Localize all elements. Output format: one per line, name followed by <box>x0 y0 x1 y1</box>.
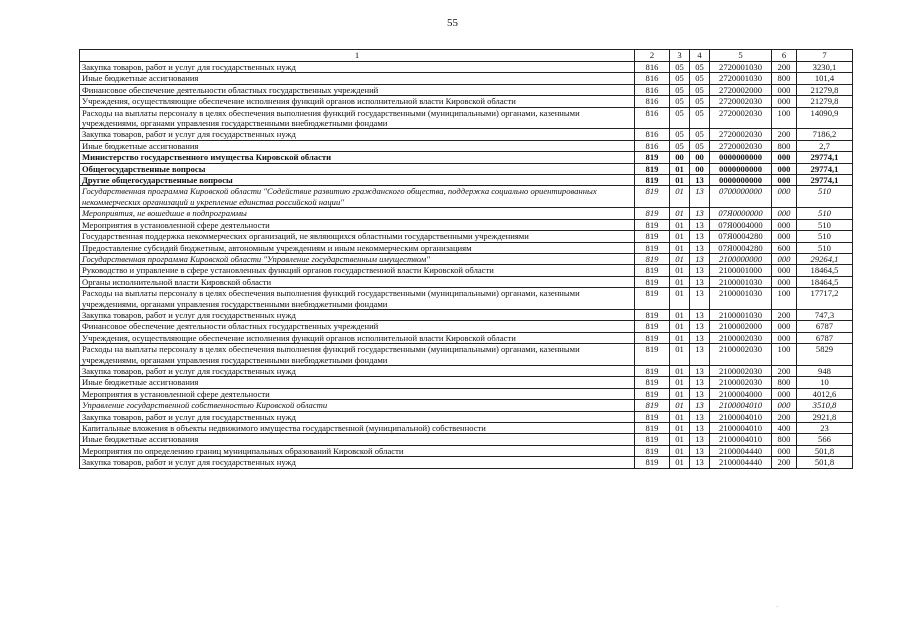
table-row <box>80 186 853 208</box>
table-row <box>80 152 853 163</box>
row-expense-type: 000 <box>772 445 797 456</box>
row-admin-code: 819 <box>635 321 670 332</box>
row-name: Учреждения, осуществляющие обеспечение исполнения функций органов исполнительной власти Кировской области <box>80 96 635 107</box>
row-admin-code: 819 <box>635 411 670 422</box>
table-row <box>80 344 853 366</box>
row-admin-code: 819 <box>635 365 670 376</box>
row-target-code: 2100004440 <box>710 457 772 468</box>
row-expense-type: 800 <box>772 140 797 151</box>
row-sum: 747,3 <box>797 309 853 320</box>
row-target-code: 2100004010 <box>710 411 772 422</box>
row-subsection: 05 <box>690 140 710 151</box>
row-name: Иные бюджетные ассигнования <box>80 73 635 84</box>
page-number: 55 <box>447 17 458 29</box>
row-expense-type: 600 <box>772 242 797 253</box>
row-sum: 17717,2 <box>797 288 853 310</box>
row-subsection: 13 <box>690 265 710 276</box>
row-name: Финансовое обеспечение деятельности областных государственных учреждений <box>80 84 635 95</box>
row-name: Закупка товаров, работ и услуг для государственных нужд <box>80 62 635 73</box>
row-sum: 18464,5 <box>797 276 853 287</box>
table-row <box>80 434 853 445</box>
row-expense-type: 000 <box>772 175 797 186</box>
row-sum: 101,4 <box>797 73 853 84</box>
table-row <box>80 253 853 264</box>
row-sum: 14090,9 <box>797 107 853 129</box>
row-sum: 4012,6 <box>797 388 853 399</box>
row-expense-type: 100 <box>772 288 797 310</box>
row-section: 01 <box>670 309 690 320</box>
row-subsection: 13 <box>690 434 710 445</box>
row-subsection: 05 <box>690 62 710 73</box>
table-row <box>80 276 853 287</box>
row-admin-code: 819 <box>635 152 670 163</box>
table-row <box>80 219 853 230</box>
row-target-code: 2720002030 <box>710 107 772 129</box>
header-sum: 7 <box>797 50 853 62</box>
header-target: 5 <box>710 50 772 62</box>
row-sum: 29774,1 <box>797 152 853 163</box>
table-row <box>80 365 853 376</box>
table-row <box>80 107 853 129</box>
row-section: 05 <box>670 107 690 129</box>
row-admin-code: 816 <box>635 129 670 140</box>
row-expense-type: 000 <box>772 231 797 242</box>
row-section: 01 <box>670 365 690 376</box>
row-target-code: 2100004000 <box>710 388 772 399</box>
row-name: Иные бюджетные ассигнования <box>80 377 635 388</box>
row-target-code: 2100002030 <box>710 332 772 343</box>
row-section: 05 <box>670 73 690 84</box>
row-admin-code: 819 <box>635 434 670 445</box>
row-subsection: 05 <box>690 96 710 107</box>
row-sum: 7186,2 <box>797 129 853 140</box>
table-row <box>80 96 853 107</box>
row-subsection: 13 <box>690 208 710 219</box>
row-target-code: 2100002030 <box>710 365 772 376</box>
row-name: Органы исполнительной власти Кировской области <box>80 276 635 287</box>
row-admin-code: 819 <box>635 423 670 434</box>
row-expense-type: 000 <box>772 253 797 264</box>
scan-mark: · <box>776 603 779 611</box>
row-sum: 501,8 <box>797 457 853 468</box>
row-name: Предоставление субсидий бюджетным, автономным учреждениям и иным некоммерческим организациям <box>80 242 635 253</box>
row-subsection: 13 <box>690 457 710 468</box>
row-sum: 23 <box>797 423 853 434</box>
table-row <box>80 129 853 140</box>
row-admin-code: 819 <box>635 288 670 310</box>
row-name: Мероприятия в установленной сфере деятельности <box>80 388 635 399</box>
row-subsection: 13 <box>690 377 710 388</box>
row-section: 01 <box>670 377 690 388</box>
table-row <box>80 163 853 174</box>
row-target-code: 2100004010 <box>710 434 772 445</box>
row-name: Закупка товаров, работ и услуг для государственных нужд <box>80 309 635 320</box>
row-sum: 510 <box>797 231 853 242</box>
row-sum: 501,8 <box>797 445 853 456</box>
row-admin-code: 819 <box>635 253 670 264</box>
row-sum: 6787 <box>797 332 853 343</box>
row-sum: 18464,5 <box>797 265 853 276</box>
row-target-code: 07Я0004280 <box>710 242 772 253</box>
row-target-code: 2100000000 <box>710 253 772 264</box>
row-subsection: 05 <box>690 129 710 140</box>
table-row <box>80 411 853 422</box>
row-admin-code: 816 <box>635 62 670 73</box>
row-section: 01 <box>670 457 690 468</box>
row-admin-code: 819 <box>635 265 670 276</box>
row-target-code: 07Я0004280 <box>710 231 772 242</box>
row-target-code: 2100001030 <box>710 276 772 287</box>
row-sum: 29774,1 <box>797 175 853 186</box>
row-target-code: 2100002030 <box>710 344 772 366</box>
row-subsection: 13 <box>690 242 710 253</box>
header-type: 6 <box>772 50 797 62</box>
header-section: 3 <box>670 50 690 62</box>
row-section: 01 <box>670 423 690 434</box>
row-section: 01 <box>670 388 690 399</box>
row-subsection: 13 <box>690 445 710 456</box>
row-subsection: 13 <box>690 276 710 287</box>
row-section: 01 <box>670 219 690 230</box>
table-row <box>80 388 853 399</box>
row-name: Другие общегосударственные вопросы <box>80 175 635 186</box>
table-row <box>80 309 853 320</box>
row-sum: 21279,8 <box>797 84 853 95</box>
row-subsection: 13 <box>690 321 710 332</box>
row-expense-type: 200 <box>772 129 797 140</box>
row-target-code: 2720001030 <box>710 73 772 84</box>
row-subsection: 13 <box>690 288 710 310</box>
row-subsection: 05 <box>690 84 710 95</box>
row-section: 05 <box>670 140 690 151</box>
row-admin-code: 816 <box>635 84 670 95</box>
row-target-code: 2100001030 <box>710 288 772 310</box>
row-name: Министерство государственного имущества Кировской области <box>80 152 635 163</box>
row-section: 01 <box>670 186 690 208</box>
row-expense-type: 000 <box>772 332 797 343</box>
row-subsection: 00 <box>690 152 710 163</box>
row-expense-type: 000 <box>772 265 797 276</box>
row-expense-type: 000 <box>772 163 797 174</box>
row-subsection: 05 <box>690 107 710 129</box>
table-row <box>80 332 853 343</box>
row-expense-type: 200 <box>772 457 797 468</box>
row-name: Расходы на выплаты персоналу в целях обеспечения выполнения функций государственными (муниципальными) органами, казенными учреждениями, органами управления государственными внебюджетными фондами <box>80 107 635 129</box>
row-sum: 510 <box>797 208 853 219</box>
table-row <box>80 423 853 434</box>
row-name: Учреждения, осуществляющие обеспечение исполнения функций органов исполнительной власти Кировской области <box>80 332 635 343</box>
row-section: 01 <box>670 231 690 242</box>
row-section: 01 <box>670 411 690 422</box>
row-admin-code: 819 <box>635 175 670 186</box>
row-subsection: 13 <box>690 186 710 208</box>
row-expense-type: 800 <box>772 434 797 445</box>
row-section: 01 <box>670 163 690 174</box>
row-target-code: 2100004010 <box>710 423 772 434</box>
row-admin-code: 819 <box>635 457 670 468</box>
row-expense-type: 000 <box>772 84 797 95</box>
table-row <box>80 84 853 95</box>
row-sum: 29264,1 <box>797 253 853 264</box>
row-expense-type: 100 <box>772 107 797 129</box>
row-target-code: 0700000000 <box>710 186 772 208</box>
row-admin-code: 819 <box>635 388 670 399</box>
row-sum: 510 <box>797 219 853 230</box>
header-name: 1 <box>80 50 635 62</box>
row-sum: 2,7 <box>797 140 853 151</box>
table-row <box>80 288 853 310</box>
row-sum: 6787 <box>797 321 853 332</box>
row-admin-code: 816 <box>635 107 670 129</box>
row-admin-code: 819 <box>635 445 670 456</box>
row-target-code: 2720001030 <box>710 62 772 73</box>
row-expense-type: 000 <box>772 400 797 411</box>
row-expense-type: 800 <box>772 377 797 388</box>
row-target-code: 2720002030 <box>710 129 772 140</box>
row-sum: 5829 <box>797 344 853 366</box>
row-name: Мероприятия по определению границ муниципальных образований Кировской области <box>80 445 635 456</box>
row-section: 01 <box>670 175 690 186</box>
row-subsection: 13 <box>690 423 710 434</box>
row-subsection: 13 <box>690 253 710 264</box>
row-expense-type: 000 <box>772 96 797 107</box>
table-row <box>80 321 853 332</box>
row-admin-code: 816 <box>635 73 670 84</box>
row-name: Управление государственной собственностью Кировской области <box>80 400 635 411</box>
row-name: Иные бюджетные ассигнования <box>80 434 635 445</box>
row-expense-type: 200 <box>772 365 797 376</box>
row-admin-code: 819 <box>635 344 670 366</box>
row-subsection: 13 <box>690 231 710 242</box>
row-name: Закупка товаров, работ и услуг для государственных нужд <box>80 129 635 140</box>
row-expense-type: 200 <box>772 411 797 422</box>
table-row <box>80 175 853 186</box>
row-admin-code: 819 <box>635 377 670 388</box>
table-row <box>80 62 853 73</box>
row-target-code: 07Я0000000 <box>710 208 772 219</box>
row-admin-code: 819 <box>635 163 670 174</box>
row-subsection: 00 <box>690 163 710 174</box>
row-name: Закупка товаров, работ и услуг для государственных нужд <box>80 365 635 376</box>
row-subsection: 13 <box>690 365 710 376</box>
row-section: 01 <box>670 242 690 253</box>
row-name: Закупка товаров, работ и услуг для государственных нужд <box>80 457 635 468</box>
row-subsection: 13 <box>690 332 710 343</box>
row-sum: 10 <box>797 377 853 388</box>
row-target-code: 2720002030 <box>710 96 772 107</box>
table-row <box>80 231 853 242</box>
table-row <box>80 445 853 456</box>
table-row <box>80 265 853 276</box>
row-section: 01 <box>670 253 690 264</box>
row-admin-code: 819 <box>635 231 670 242</box>
row-section: 05 <box>670 84 690 95</box>
row-subsection: 13 <box>690 175 710 186</box>
row-target-code: 2720002000 <box>710 84 772 95</box>
row-section: 05 <box>670 129 690 140</box>
table-body <box>80 62 853 469</box>
row-admin-code: 819 <box>635 242 670 253</box>
row-admin-code: 819 <box>635 186 670 208</box>
row-section: 01 <box>670 208 690 219</box>
row-subsection: 13 <box>690 309 710 320</box>
row-section: 01 <box>670 321 690 332</box>
row-target-code: 2100001000 <box>710 265 772 276</box>
row-target-code: 2720002030 <box>710 140 772 151</box>
row-expense-type: 000 <box>772 219 797 230</box>
table-row <box>80 457 853 468</box>
row-expense-type: 200 <box>772 309 797 320</box>
row-sum: 2921,8 <box>797 411 853 422</box>
row-target-code: 0000000000 <box>710 163 772 174</box>
row-admin-code: 816 <box>635 96 670 107</box>
row-admin-code: 819 <box>635 309 670 320</box>
row-subsection: 05 <box>690 73 710 84</box>
row-section: 05 <box>670 62 690 73</box>
row-name: Государственная поддержка некоммерческих организаций, не являющихся областными государственными учреждениями <box>80 231 635 242</box>
row-name: Руководство и управление в сфере установленных функций органов государственной власти Кировской области <box>80 265 635 276</box>
row-admin-code: 819 <box>635 332 670 343</box>
row-sum: 3230,1 <box>797 62 853 73</box>
table-header-row <box>80 50 853 62</box>
row-name: Государственная программа Кировской области "Содействие развитию гражданского общества, поддержка социально ориентированных некоммерческих организаций и укрепление единства российской нации" <box>80 186 635 208</box>
row-admin-code: 819 <box>635 208 670 219</box>
row-subsection: 13 <box>690 219 710 230</box>
row-admin-code: 816 <box>635 140 670 151</box>
table-row <box>80 400 853 411</box>
row-sum: 510 <box>797 242 853 253</box>
row-section: 01 <box>670 265 690 276</box>
row-target-code: 0000000000 <box>710 152 772 163</box>
row-section: 01 <box>670 344 690 366</box>
row-target-code: 2100001030 <box>710 309 772 320</box>
row-sum: 510 <box>797 186 853 208</box>
row-section: 01 <box>670 332 690 343</box>
row-name: Закупка товаров, работ и услуг для государственных нужд <box>80 411 635 422</box>
row-name: Мероприятия в установленной сфере деятельности <box>80 219 635 230</box>
row-subsection: 13 <box>690 400 710 411</box>
row-name: Финансовое обеспечение деятельности областных государственных учреждений <box>80 321 635 332</box>
row-section: 01 <box>670 276 690 287</box>
row-expense-type: 000 <box>772 208 797 219</box>
row-subsection: 13 <box>690 388 710 399</box>
row-target-code: 2100002000 <box>710 321 772 332</box>
row-expense-type: 800 <box>772 73 797 84</box>
row-section: 01 <box>670 434 690 445</box>
row-name: Мероприятия, не вошедшие в подпрограммы <box>80 208 635 219</box>
row-name: Иные бюджетные ассигнования <box>80 140 635 151</box>
header-admin: 2 <box>635 50 670 62</box>
row-name: Расходы на выплаты персоналу в целях обеспечения выполнения функций государственными (муниципальными) органами, казенными учреждениями, органами управления государственными внебюджетными фондами <box>80 344 635 366</box>
row-target-code: 2100004440 <box>710 445 772 456</box>
table-row <box>80 208 853 219</box>
row-expense-type: 000 <box>772 276 797 287</box>
row-expense-type: 000 <box>772 388 797 399</box>
row-target-code: 2100004010 <box>710 400 772 411</box>
row-expense-type: 200 <box>772 62 797 73</box>
row-admin-code: 819 <box>635 400 670 411</box>
row-sum: 3510,8 <box>797 400 853 411</box>
row-name: Общегосударственные вопросы <box>80 163 635 174</box>
row-target-code: 0000000000 <box>710 175 772 186</box>
row-section: 00 <box>670 152 690 163</box>
row-admin-code: 819 <box>635 276 670 287</box>
header-subsection: 4 <box>690 50 710 62</box>
row-subsection: 13 <box>690 411 710 422</box>
row-sum: 566 <box>797 434 853 445</box>
budget-table <box>79 49 853 469</box>
row-expense-type: 000 <box>772 321 797 332</box>
row-section: 05 <box>670 96 690 107</box>
table-row <box>80 242 853 253</box>
table-row <box>80 140 853 151</box>
row-section: 01 <box>670 400 690 411</box>
row-subsection: 13 <box>690 344 710 366</box>
row-target-code: 07Я0004000 <box>710 219 772 230</box>
row-sum: 21279,8 <box>797 96 853 107</box>
table-row <box>80 377 853 388</box>
row-target-code: 2100002030 <box>710 377 772 388</box>
row-expense-type: 100 <box>772 344 797 366</box>
row-name: Расходы на выплаты персоналу в целях обеспечения выполнения функций государственными (муниципальными) органами, казенными учреждениями, органами управления государственными внебюджетными фондами <box>80 288 635 310</box>
row-admin-code: 819 <box>635 219 670 230</box>
row-section: 01 <box>670 445 690 456</box>
row-section: 01 <box>670 288 690 310</box>
table-row <box>80 73 853 84</box>
row-expense-type: 000 <box>772 186 797 208</box>
row-name: Государственная программа Кировской области "Управление государственным имуществом" <box>80 253 635 264</box>
row-name: Капитальные вложения в объекты недвижимого имущества государственной (муниципальной) собственности <box>80 423 635 434</box>
row-expense-type: 000 <box>772 152 797 163</box>
row-sum: 948 <box>797 365 853 376</box>
row-expense-type: 400 <box>772 423 797 434</box>
row-sum: 29774,1 <box>797 163 853 174</box>
